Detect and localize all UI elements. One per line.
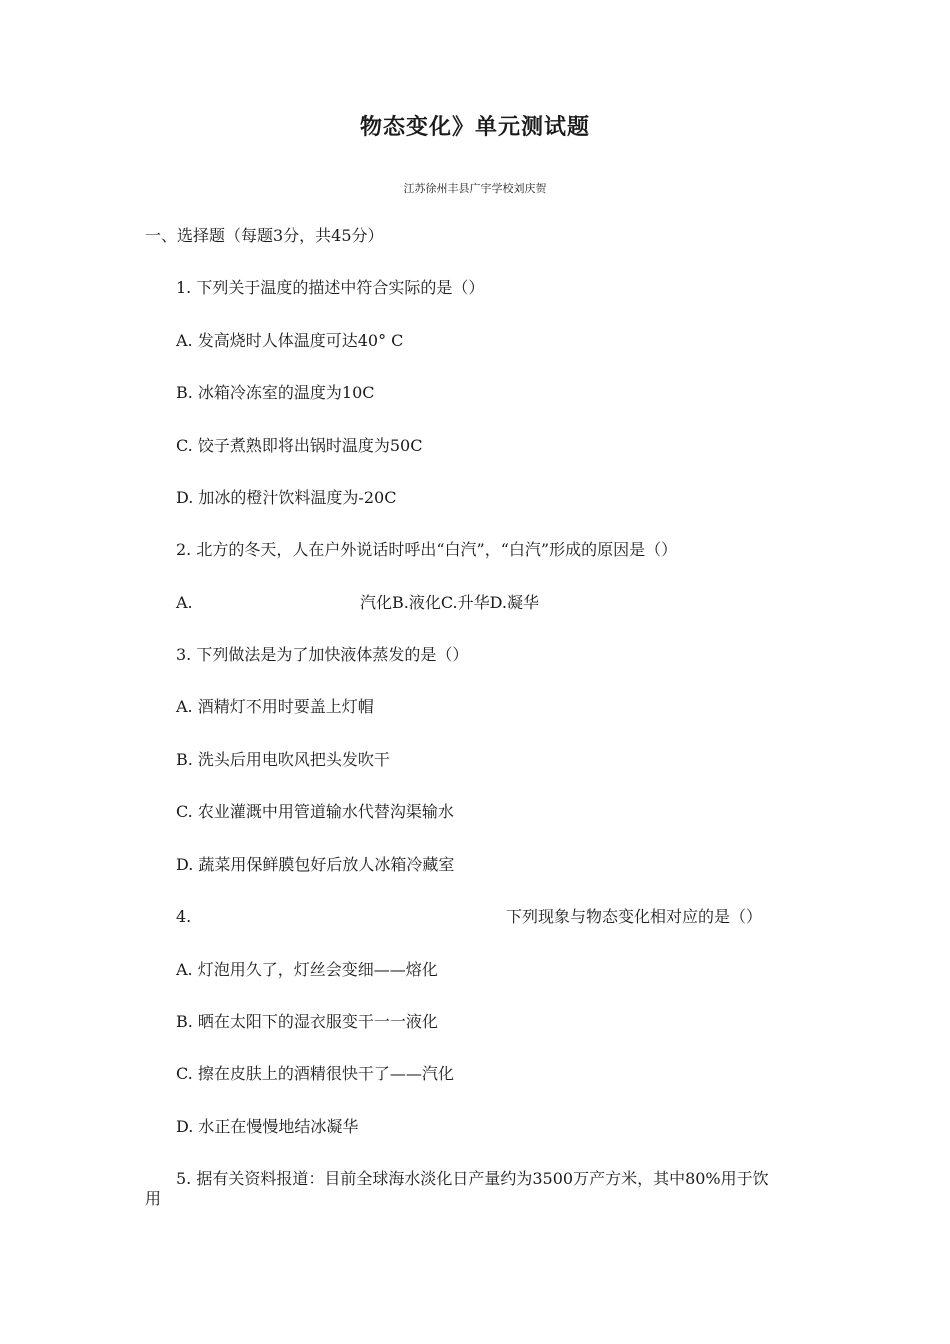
question-2-stem: 2. 北方的冬天，人在户外说话时呼出“白汽”，“白汽”形成的原因是（）: [176, 540, 678, 559]
question-4-option-a: A. 灯泡用久了，灯丝会变细——熔化: [176, 960, 438, 979]
question-3-option-a: A. 酒精灯不用时要盖上灯帽: [176, 697, 374, 716]
page-title: 物态变化》单元测试题: [359, 115, 590, 140]
question-1-option-a: A. 发高烧时人体温度可达40° C: [176, 331, 404, 350]
question-4-option-d: D. 水正在慢慢地结冰凝华: [176, 1117, 359, 1136]
question-5-stem: 5. 据有关资料报道：目前全球海水淡化日产量约为3500万产方米，其中80%用于饮: [176, 1169, 769, 1188]
question-1-option-b: B. 冰箱冷冻室的温度为10C: [176, 383, 375, 402]
author-line: 江苏徐州丰县广宇学校刘庆贺: [403, 182, 547, 195]
question-1-option-c: C. 饺子煮熟即将出锅时温度为50C: [176, 436, 423, 455]
question-3-option-c: C. 农业灌溉中用管道输水代替沟渠输水: [176, 802, 454, 821]
question-3-option-d: D. 蔬菜用保鲜膜包好后放人冰箱冷藏室: [176, 855, 455, 874]
question-5-stem-continued: 用: [145, 1189, 162, 1208]
question-4-option-b: B. 晒在太阳下的湿衣服变干一一液化: [176, 1012, 438, 1031]
question-2-options: 汽化B.液化C.升华D.凝华: [360, 593, 539, 612]
question-2-option-a-label: A.: [176, 593, 193, 612]
question-4-option-c: C. 擦在皮肤上的酒精很快干了——汽化: [176, 1064, 454, 1083]
question-3-stem: 3. 下列做法是为了加快液体蒸发的是（）: [176, 645, 469, 664]
question-1-option-d: D. 加冰的橙汁饮料温度为-20C: [176, 488, 397, 507]
question-3-option-b: B. 洗头后用电吹风把头发吹干: [176, 750, 390, 769]
question-4-number: 4.: [176, 907, 192, 926]
question-4-stem: 下列现象与物态变化相对应的是（）: [506, 907, 763, 926]
section-heading: 一、选择题（每题3分，共45分）: [145, 226, 384, 245]
question-1-stem: 1. 下列关于温度的描述中符合实际的是（）: [176, 278, 485, 297]
